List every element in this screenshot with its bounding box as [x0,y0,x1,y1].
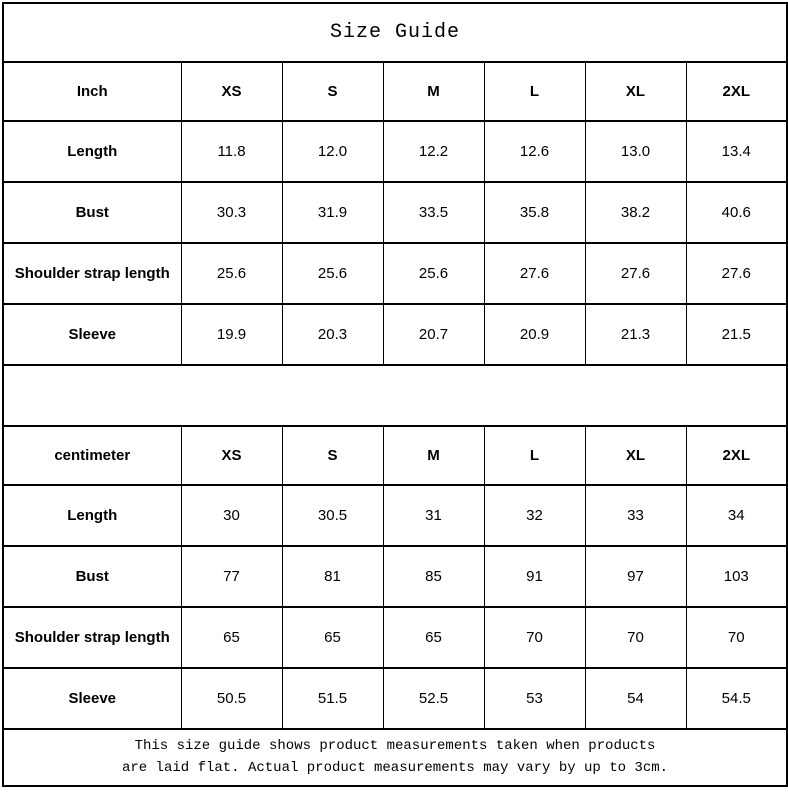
size-value: 38.2 [585,182,686,243]
table-row [3,546,787,607]
size-value: 13.4 [686,121,787,182]
size-value: 31.9 [282,182,383,243]
row-label-bust: Bust [3,182,181,243]
column-header-2xl: 2XL [686,62,787,121]
size-value: 77 [181,546,282,607]
size-value: 27.6 [686,243,787,304]
size-value: 81 [282,546,383,607]
size-value: 54.5 [686,668,787,729]
size-value: 19.9 [181,304,282,365]
row-label-bust: Bust [3,546,181,607]
size-value: 20.7 [383,304,484,365]
unit-header-centimeter: centimeter [3,426,181,485]
size-value: 54 [585,668,686,729]
size-value: 31 [383,485,484,546]
size-value: 25.6 [282,243,383,304]
column-header-l: L [484,426,585,485]
footer-note-line1: This size guide shows product measurements taken when products [134,737,656,754]
size-value: 25.6 [383,243,484,304]
size-value: 30 [181,485,282,546]
column-header-xs: XS [181,62,282,121]
size-value: 27.6 [585,243,686,304]
size-value: 20.9 [484,304,585,365]
size-value: 35.8 [484,182,585,243]
row-label-sleeve: Sleeve [3,304,181,365]
size-value: 13.0 [585,121,686,182]
size-value: 50.5 [181,668,282,729]
size-value: 25.6 [181,243,282,304]
table-row [3,182,787,243]
size-value: 40.6 [686,182,787,243]
column-header-2xl: 2XL [686,426,787,485]
size-value: 32 [484,485,585,546]
size-value: 70 [686,607,787,668]
table-row [3,243,787,304]
inch-header-row [3,62,787,121]
size-value: 85 [383,546,484,607]
row-label-length: Length [3,485,181,546]
table-row [3,121,787,182]
size-value: 70 [484,607,585,668]
size-value: 97 [585,546,686,607]
column-header-m: M [383,426,484,485]
size-value: 65 [383,607,484,668]
size-value: 20.3 [282,304,383,365]
size-value: 21.5 [686,304,787,365]
size-value: 27.6 [484,243,585,304]
column-header-xs: XS [181,426,282,485]
size-value: 65 [282,607,383,668]
page-title: Size Guide [3,3,787,62]
column-header-s: S [282,426,383,485]
size-value: 70 [585,607,686,668]
title-row [3,3,787,62]
size-value: 21.3 [585,304,686,365]
size-value: 51.5 [282,668,383,729]
unit-header-inch: Inch [3,62,181,121]
column-header-xl: XL [585,62,686,121]
size-value: 52.5 [383,668,484,729]
footer-note [3,729,787,786]
size-value: 91 [484,546,585,607]
footer-row [3,729,787,786]
column-header-l: L [484,62,585,121]
footer-note-line2: are laid flat. Actual product measurements may vary by up to 3cm. [121,759,669,776]
size-value: 12.2 [383,121,484,182]
table-row [3,668,787,729]
column-header-xl: XL [585,426,686,485]
row-label-shoulder-strap-length: Shoulder strap length [3,607,181,668]
size-value: 33.5 [383,182,484,243]
spacer-cell [3,365,787,426]
size-value: 12.0 [282,121,383,182]
size-value: 65 [181,607,282,668]
size-value: 12.6 [484,121,585,182]
column-header-m: M [383,62,484,121]
centimeter-header-row [3,426,787,485]
size-value: 30.3 [181,182,282,243]
size-guide-table [2,2,788,787]
table-row [3,485,787,546]
size-value: 11.8 [181,121,282,182]
table-row [3,304,787,365]
size-value: 53 [484,668,585,729]
row-label-length: Length [3,121,181,182]
row-label-shoulder-strap-length: Shoulder strap length [3,243,181,304]
row-label-sleeve: Sleeve [3,668,181,729]
size-value: 33 [585,485,686,546]
spacer-row [3,365,787,426]
size-value: 34 [686,485,787,546]
column-header-s: S [282,62,383,121]
size-value: 30.5 [282,485,383,546]
size-value: 103 [686,546,787,607]
table-row [3,607,787,668]
